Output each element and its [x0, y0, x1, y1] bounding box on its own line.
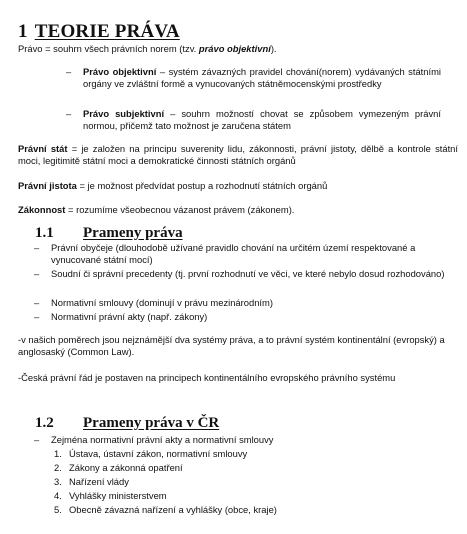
paragraph-text: -Česká právní řád je postaven na principech kontinentálního evropského právního systému [18, 372, 396, 383]
dash-bullet: – [34, 242, 40, 253]
dash-bullet: – [66, 108, 72, 119]
section-title: Prameny práva v ČR [83, 415, 220, 431]
numbered-item [54, 448, 247, 460]
paragraph-pravni-stat [18, 143, 458, 167]
paragraph-zakonnost [18, 204, 458, 216]
dash-bullet: – [34, 268, 40, 279]
intro-paragraph [18, 43, 458, 55]
list-item [34, 311, 445, 323]
paragraph-systems [18, 334, 458, 358]
dash-bullet: – [66, 66, 72, 77]
heading-teorie-prava [18, 20, 180, 45]
paragraph-text: -v našich poměrech jsou nejznámější dva systémy práva, a to právní systém kontinentální (evropský) a anglosaský (Common Law). [18, 334, 445, 358]
paragraph-czech-system [18, 372, 458, 384]
text-pravni-stat: = je založen na principu suverenity lidu, zákonnosti, právní jistoty, dělbě a kontrole státní moci, legitimitě státní moci a demokratické činnosti státních orgánů [18, 143, 458, 167]
heading-prameny-prava-cr [35, 414, 219, 434]
list-item-text: Normativní smlouvy (dominují v právu mezinárodním) [51, 297, 273, 308]
item-text: Obecně závazná nařízení a vyhlášky (obce, kraje) [69, 504, 277, 515]
term-zakonnost: Zákonnost [18, 204, 66, 215]
definition-subjektivni [66, 108, 441, 132]
intro-text: Právo = souhrn všech právních norem (tzv. [18, 43, 199, 54]
item-text: Ústava, ústavní zákon, normativní smlouvy [69, 448, 248, 459]
list-item-text: Právní obyčeje (dlouhodobě užívané pravidlo chování na určitém území respektované a vynucované státní mocí) [51, 242, 416, 266]
intro-suffix: ). [270, 43, 277, 54]
numbered-item [54, 462, 183, 474]
numbered-item [54, 476, 129, 488]
numbered-item [54, 504, 277, 516]
dash-bullet: – [34, 311, 40, 322]
item-number: 1. [54, 448, 62, 459]
item-text: Nařízení vlády [69, 476, 129, 487]
definition-text: – systém závazných pravidel chování(norem) vydávaných státními orgány ve zvláštní formě a vynucovaných státněmocenskými prostředky [83, 66, 441, 90]
definition-term: Právo objektivní [83, 66, 157, 77]
paragraph-pravni-jistota [18, 180, 458, 192]
item-number: 4. [54, 490, 62, 501]
list-item [34, 297, 445, 309]
list-item-lead [34, 434, 445, 446]
list-item-text: Zejména normativní právní akty a normativní smlouvy [51, 434, 274, 445]
item-number: 3. [54, 476, 62, 487]
heading-number: 1 [18, 21, 28, 42]
text-zakonnost: = rozumíme všeobecnou vázanost právem (zákonem). [65, 204, 295, 215]
list-item-text: Soudní či správní precedenty (tj. první rozhodnutí ve věci, ve které nebylo dosud rozhodováno) [51, 268, 445, 279]
section-number: 1.1 [35, 225, 54, 241]
dash-bullet: – [34, 297, 40, 308]
heading-prameny-prava [35, 224, 183, 244]
item-number: 2. [54, 462, 62, 473]
section-number: 1.2 [35, 415, 54, 431]
item-text: Vyhlášky ministerstvem [69, 490, 167, 501]
section-title: Prameny práva [83, 225, 183, 241]
item-number: 5. [54, 504, 62, 515]
item-text: Zákony a zákonná opatření [69, 462, 183, 473]
heading-title: TEORIE PRÁVA [34, 21, 180, 42]
term-pravni-stat: Právní stát [18, 143, 68, 154]
list-item-text: Normativní právní akty (např. zákony) [51, 311, 208, 322]
term-pravni-jistota: Právní jistota [18, 180, 77, 191]
definition-term: Právo subjektivní [83, 108, 165, 119]
list-item [34, 242, 445, 266]
numbered-item [54, 490, 167, 502]
intro-emphasis: právo objektivní [198, 43, 271, 54]
definition-objektivni [66, 66, 441, 90]
text-pravni-jistota: = je možnost předvídat postup a rozhodnutí státních orgánů [76, 180, 328, 191]
list-item [34, 268, 445, 280]
definition-text: – souhrn možností chovat se způsobem vymezeným právní normou, přičemž tato možnost je zaručena státem [83, 108, 441, 132]
dash-bullet: – [34, 434, 40, 445]
